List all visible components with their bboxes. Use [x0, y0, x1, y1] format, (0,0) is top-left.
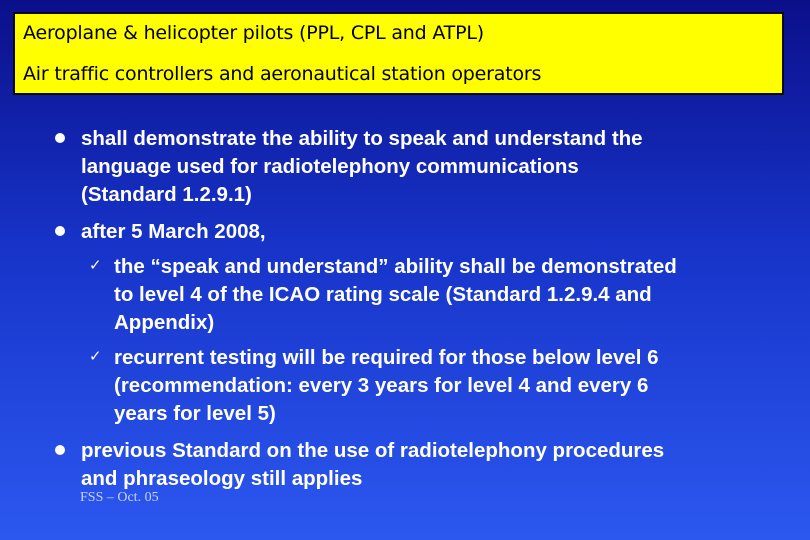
bullet-2-line-1: after 5 March 2008, [81, 220, 266, 243]
bullet-3-line-1: previous Standard on the use of radiotelephony procedures [81, 439, 665, 462]
bullet-2-dot-icon [55, 226, 65, 236]
bullet-1-line-1: shall demonstrate the ability to speak and understand the [81, 127, 643, 150]
footer-label: FSS – Oct. 05 [80, 490, 159, 505]
bullet-3-dot-icon [55, 445, 65, 455]
sub-1-line-3: Appendix) [114, 311, 215, 334]
bullet-1-line-2: language used for radiotelephony communications [81, 155, 579, 178]
sub-1-check-icon: ✓ [89, 256, 102, 274]
sub-1-line-2: to level 4 of the ICAO rating scale (Standard 1.2.9.4 and [114, 283, 652, 306]
title-line-1: Aeroplane & helicopter pilots (PPL, CPL and ATPL) [23, 22, 484, 44]
bullet-1-dot-icon [55, 133, 65, 143]
bullet-1-line-3: (Standard 1.2.9.1) [81, 183, 252, 206]
sub-2-line-1: recurrent testing will be required for those below level 6 [114, 346, 659, 369]
sub-2-line-2: (recommendation: every 3 years for level 4 and every 6 [114, 374, 649, 397]
title-line-2: Air traffic controllers and aeronautical station operators [23, 63, 542, 85]
sub-2-line-3: years for level 5) [114, 402, 276, 425]
sub-2-check-icon: ✓ [89, 347, 102, 365]
sub-1-line-1: the “speak and understand” ability shall be demonstrated [114, 255, 677, 278]
bullet-3-line-2: and phraseology still applies [81, 467, 363, 490]
